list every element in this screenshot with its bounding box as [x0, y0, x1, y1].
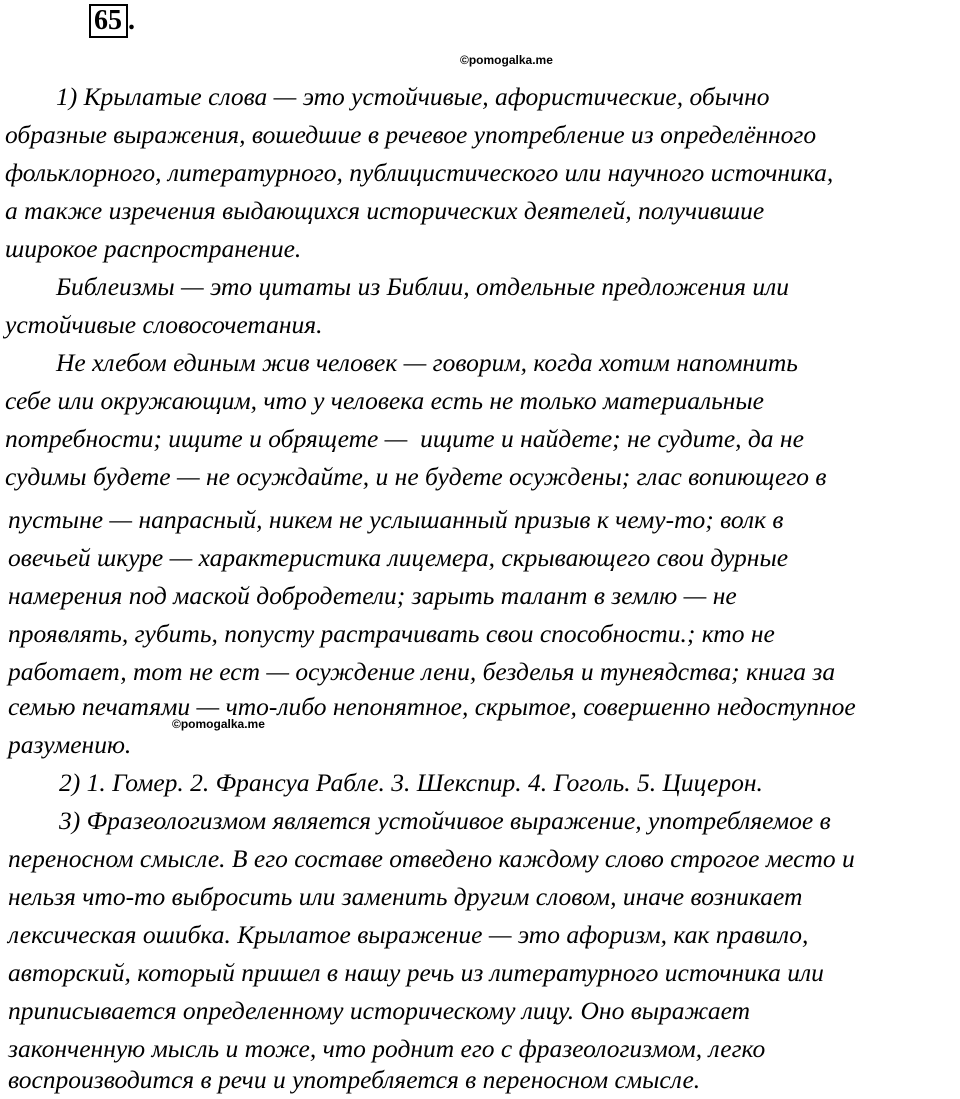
task-number-box: 65: [89, 4, 128, 38]
watermark-top: ©pomogalka.me: [460, 53, 553, 67]
text-line: нельзя что-то выбросить или заменить другим словом, иначе возникает: [8, 882, 803, 911]
text-line: себе или окружающим, что у человека есть не только материальные: [5, 386, 764, 415]
task-number: [89, 4, 135, 38]
text-line: авторский, который пришел в нашу речь из литературного источника или: [8, 958, 824, 987]
text-line: широкое распространение.: [5, 234, 302, 263]
text-line: 1) Крылатые слова — это устойчивые, афористические, обычно: [5, 82, 770, 111]
text-line: устойчивые словосочетания.: [5, 310, 323, 339]
text-line: 2) 1. Гомер. 2. Франсуа Рабле. 3. Шекспир. 4. Гоголь. 5. Цицерон.: [8, 768, 763, 797]
text-line: фольклорного, литературного, публицистического или научного источника,: [5, 158, 834, 187]
text-line: образные выражения, вошедшие в речевое употребление из определённого: [5, 120, 817, 149]
text-line: приписывается определенному историческому лицу. Оно выражает: [8, 996, 751, 1025]
text-line: намерения под маской добродетели; зарыть талант в землю — не: [8, 581, 737, 610]
text-line: работает, тот не ест — осуждение лени, безделья и тунеядства; книга за: [8, 657, 836, 686]
text-line: лексическая ошибка. Крылатое выражение — это афоризм, как правило,: [8, 920, 809, 949]
text-line: 3) Фразеологизмом является устойчивое выражение, употребляемое в: [8, 806, 831, 835]
text-line: Библеизмы — это цитаты из Библии, отдельные предложения или: [5, 272, 789, 301]
text-line: судимы будете — не осуждайте, и не будете осуждены; глас вопиющего в: [5, 462, 827, 491]
text-line: законченную мысль и тоже, что роднит его с фразеологизмом, легко: [8, 1034, 766, 1063]
text-line: потребности; ищите и обрящете — ищите и найдете; не судите, да не: [5, 424, 804, 453]
text-line: переносном смысле. В его составе отведено каждому слово строгое место и: [8, 844, 855, 873]
text-line: проявлять, губить, попусту растрачивать свои способности.; кто не: [8, 619, 775, 648]
text-line: овечьей шкуре — характеристика лицемера, скрывающего свои дурные: [8, 543, 789, 572]
text-line: воспроизводится в речи и употребляется в переносном смысле.: [8, 1065, 701, 1094]
watermark-middle: ©pomogalka.me: [172, 717, 265, 731]
text-line: семью печатями — что-либо непонятное, скрытое, совершенно недоступное: [8, 692, 856, 721]
text-line: разумению.: [8, 730, 132, 759]
task-number-dot: .: [128, 5, 135, 36]
text-line: Не хлебом единым жив человек — говорим, когда хотим напомнить: [5, 348, 798, 377]
text-line: пустыне — напрасный, никем не услышанный призыв к чему-то; волк в: [8, 505, 784, 534]
text-line: а также изречения выдающихся исторических деятелей, получившие: [5, 196, 765, 225]
